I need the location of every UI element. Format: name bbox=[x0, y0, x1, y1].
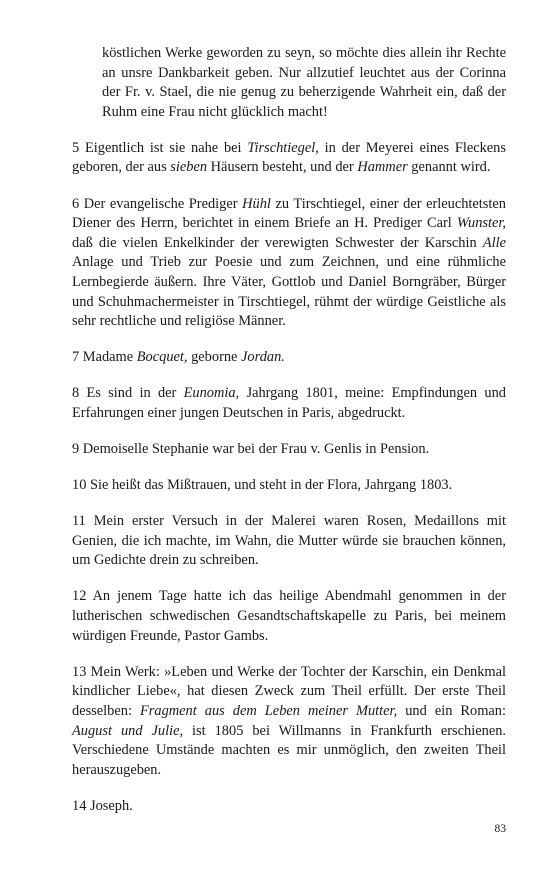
endnote bbox=[72, 663, 506, 781]
page-body bbox=[72, 44, 506, 816]
endnote-italic-text: Bocquet, bbox=[136, 349, 188, 366]
endnote bbox=[72, 384, 506, 423]
endnote-text: 9 Demoiselle Stephanie war bei der Frau v. Genlis in Pension. bbox=[72, 441, 430, 457]
page-number: 83 bbox=[494, 823, 506, 835]
endnote-text: 13 Mein Werk: »Leben und Werke der Tochter der Karschin, ein Denkmal kindlicher Liebe«, hat diesen Zweck zum Theil erfüllt. Der erste Theil desselben: bbox=[72, 663, 506, 719]
endnote-italic-text: Fragment aus dem Leben meiner Mutter, bbox=[139, 702, 398, 719]
endnote-italic-text: sieben bbox=[170, 159, 208, 176]
endnote-italic-text: Wunster, bbox=[456, 215, 506, 232]
endnote-text: 6 Der evangelische Prediger bbox=[72, 195, 243, 212]
endnote bbox=[72, 195, 506, 332]
endnote-text: Anlage und Trieb zur Poesie und zum Zeichnen, und eine rühmliche Lernbegierde äußern. Ihre Väter, Gottlob und Daniel Borngräber, Bürger und Schuhmachermeister in Tirschtiegel, rühmt der würdige Geistliche als sehr rechtliche und religiöse Männer. bbox=[72, 254, 506, 330]
endnote-text: in der Meyerei eines Fleckens geboren, der aus bbox=[72, 139, 506, 176]
endnote-text: genannt wird. bbox=[407, 159, 491, 176]
endnote-text: daß die vielen Enkelkinder der verewigten Schwester der Karschin bbox=[72, 234, 483, 251]
endnote bbox=[72, 440, 506, 460]
endnote-italic-text: Eunomia, bbox=[183, 385, 240, 402]
endnote-text: Häusern besteht, und der bbox=[207, 159, 358, 176]
endnote-italic-text: August und Julie, bbox=[72, 722, 184, 739]
endnote bbox=[72, 476, 506, 496]
endnote-text: 8 Es sind in der bbox=[72, 385, 184, 402]
endnote-text: zu Tirschtiegel, einer der erleuchtetsten Diener des Herrn, berichtet in einem Briefe an H. Prediger Carl bbox=[72, 195, 506, 232]
endnote bbox=[72, 348, 506, 368]
endnote-text: 12 An jenem Tage hatte ich das heilige Abendmahl genommen in der lutherischen schwedischen Gesandtschaftskapelle zu Paris, bei meinem würdigen Freunde, Pastor Gambs. bbox=[72, 588, 506, 644]
endnote-italic-text: Jordan. bbox=[241, 349, 285, 366]
endnote bbox=[72, 139, 506, 178]
endnote bbox=[72, 797, 506, 817]
endnote-italic-text: Tirschtiegel, bbox=[247, 139, 319, 156]
endnote-text: und ein Roman: bbox=[397, 702, 507, 719]
endnote-text: 10 Sie heißt das Mißtrauen, und steht in der Flora, Jahrgang 1803. bbox=[72, 477, 453, 494]
quote-continuation: köstlichen Werke geworden zu seyn, so möchte dies allein ihr Rechte an unsre Dankbarkeit geben. Nur allzutief leuchtet aus der Corinna der Fr. v. Stael, die nie genug zu beherzigende Wahrheit ein, daß der Ruhm eine Frau nicht glücklich macht! bbox=[102, 45, 506, 120]
endnotes-list bbox=[72, 139, 506, 817]
endnote bbox=[72, 587, 506, 646]
endnote-text: 14 Joseph. bbox=[72, 797, 133, 814]
endnote bbox=[72, 512, 506, 571]
endnote-italic-text: Alle bbox=[482, 234, 506, 251]
endnote-text: 11 Mein erster Versuch in der Malerei waren Rosen, Medaillons mit Genien, die ich machte, im Wahn, die Mutter würde sie brauchen können, um Gedichte drein zu schreiben. bbox=[72, 513, 506, 569]
endnote-text: 7 Madame bbox=[72, 349, 137, 366]
endnote-italic-text: Hühl bbox=[242, 195, 271, 212]
endnote-text: Jahrgang 1801, meine: Empfindungen und Erfahrungen einer jungen Deutschen in Paris, abgedruckt. bbox=[72, 385, 506, 421]
endnote-text: 5 Eigentlich ist sie nahe bei bbox=[72, 139, 248, 156]
endnote-italic-text: Hammer bbox=[357, 159, 408, 176]
endnote-text: ist 1805 bei Willmanns in Frankfurth erschienen. Verschiedene Umstände machten es mir unmöglich, den zweiten Theil herauszugeben. bbox=[72, 722, 506, 778]
endnote-text: geborne bbox=[187, 349, 242, 366]
